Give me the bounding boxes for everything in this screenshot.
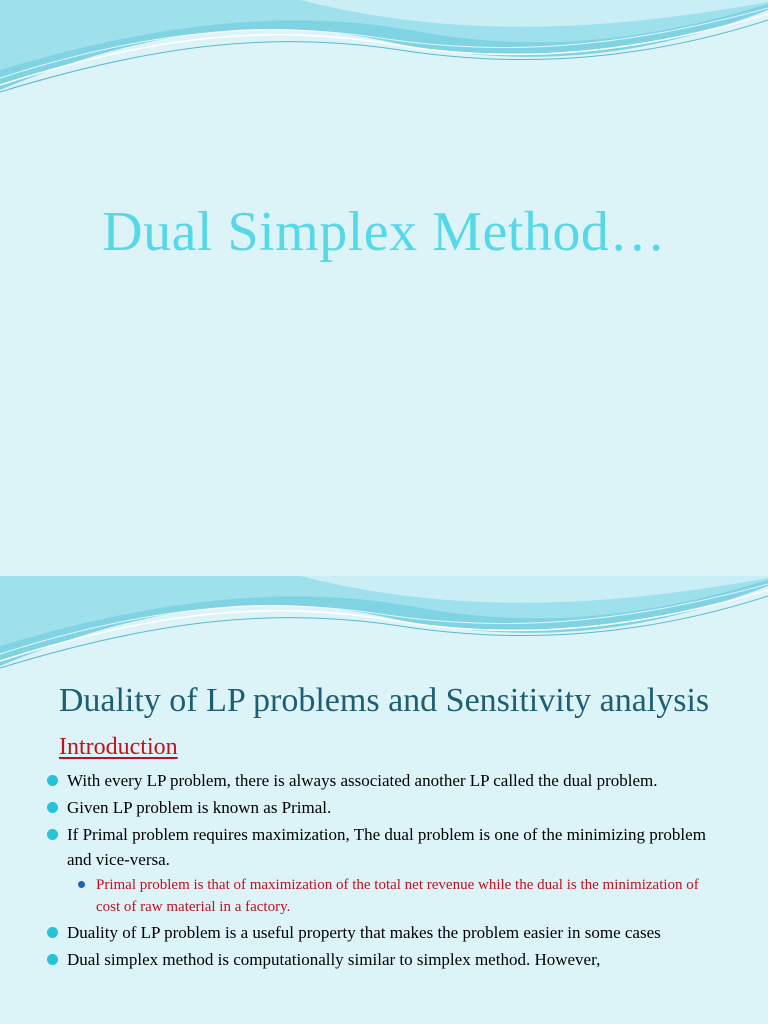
- slide-title-text: Dual Simplex Method…: [102, 201, 666, 263]
- bullet-dot-icon: [47, 829, 58, 840]
- bullet-dot-icon: [47, 802, 58, 813]
- bullet-dot-icon: [47, 927, 58, 938]
- bullet-dot-icon: [47, 775, 58, 786]
- bullet-dot-icon: [47, 954, 58, 965]
- section-subheading: Introduction: [59, 734, 178, 760]
- list-item: [0, 920, 768, 945]
- list-item: [0, 947, 768, 972]
- list-item-text: If Primal problem requires maximization, The dual problem is one of the minimizing problem and vice-versa.: [67, 825, 706, 869]
- slide-heading: Duality of LP problems and Sensitivity analysis: [58, 682, 710, 719]
- sub-list-item: [0, 874, 768, 918]
- list-item-text: Dual simplex method is computationally similar to simplex method. However,: [67, 950, 601, 969]
- list-item: [0, 822, 768, 872]
- sub-bullet-dot-icon: [78, 881, 85, 888]
- slide-introduction: [0, 576, 768, 1024]
- wave-header-decoration: [0, 576, 768, 676]
- list-item: [0, 795, 768, 820]
- bullet-list: [0, 768, 768, 974]
- list-item-text: Duality of LP problem is a useful property that makes the problem easier in some cases: [67, 923, 661, 942]
- list-item-text: With every LP problem, there is always associated another LP called the dual problem.: [67, 771, 658, 790]
- list-item-text: Given LP problem is known as Primal.: [67, 798, 332, 817]
- list-item: [0, 768, 768, 793]
- wave-header-decoration: [0, 0, 768, 100]
- sub-list-item-text: Primal problem is that of maximization of the total net revenue while the dual is the minimization of cost of raw material in a factory.: [96, 877, 699, 915]
